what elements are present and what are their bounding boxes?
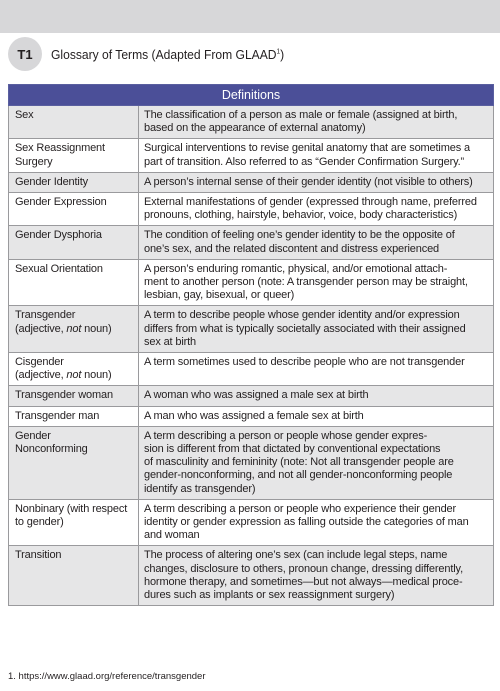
- definition-line: The classification of a person as male or female (assigned at birth,: [144, 109, 458, 121]
- term-cell: [9, 193, 139, 226]
- definition-line: A person’s internal sense of their gender identity (not visible to others): [144, 175, 473, 188]
- term-line: Cisgender: [15, 356, 64, 369]
- definition-line: A term describing a person or people whose gender expres-: [144, 429, 428, 442]
- table-row: [9, 226, 494, 259]
- term-line: Transition: [15, 549, 62, 562]
- table-title-text: Glossary of Terms (Adapted From GLAAD: [51, 46, 277, 62]
- definition-line: part of transition. Also referred to as “Gender Confirmation Surgery.”: [144, 155, 465, 168]
- term-line: Sex: [15, 109, 34, 121]
- term-line: Sex Reassignment: [15, 142, 105, 155]
- glossary-table: [8, 84, 494, 606]
- term-cell: [9, 139, 139, 172]
- definition-line: A person’s enduring romantic, physical, and/or emotional attach-: [144, 262, 448, 275]
- definition-line: identify as transgender): [144, 482, 256, 495]
- term-note: [15, 369, 133, 382]
- term-note-suffix: noun): [81, 322, 112, 335]
- term-note-prefix: (adjective,: [15, 322, 67, 335]
- table-number-badge: T1: [8, 37, 42, 71]
- definition-cell: [139, 172, 494, 192]
- table-title-close: ): [280, 46, 285, 62]
- definition-line: A woman who was assigned a male sex at birth: [144, 389, 369, 402]
- table-row: [9, 426, 494, 499]
- definition-line: A term sometimes used to describe people who are not transgender: [144, 356, 465, 369]
- table-row: [9, 353, 494, 386]
- definition-cell: [139, 426, 494, 499]
- term-line: Transgender: [15, 309, 76, 322]
- definition-line: ment to another person (note: A transgender person may be straight,: [144, 276, 468, 289]
- definition-cell: [139, 139, 494, 172]
- definitions-header: Definitions: [9, 85, 494, 106]
- term-note-suffix: noun): [81, 369, 112, 382]
- table-title: [51, 47, 284, 62]
- table-row: [9, 193, 494, 226]
- definition-line: of masculinity and femininity (note: Not all transgender people are: [144, 456, 454, 469]
- definition-line: and woman: [144, 529, 200, 542]
- title-footnote-marker: 1: [276, 48, 281, 56]
- term-cell: [9, 259, 139, 306]
- definition-line: identity or gender expression as falling outside the categories of man: [144, 516, 469, 529]
- table-row: [9, 259, 494, 306]
- term-line: Sexual Orientation: [15, 262, 103, 275]
- definition-line: The process of altering one’s sex (can include legal steps, name: [144, 549, 448, 562]
- term-line: Surgery: [15, 155, 53, 168]
- definition-line: A term to describe people whose gender identity and/or expression: [144, 309, 460, 322]
- definition-line: lesbian, gay, bisexual, or queer): [144, 289, 295, 302]
- term-line: Gender Identity: [15, 175, 88, 188]
- definition-line: gender-nonconforming, and not all gender-nonconforming people: [144, 469, 453, 482]
- definition-cell: [139, 106, 494, 139]
- term-note-italic: not: [66, 369, 82, 382]
- term-line: Nonbinary (with respect: [15, 502, 128, 515]
- term-line: Gender Dysphoria: [15, 229, 102, 242]
- term-note-prefix: (adjective,: [15, 369, 67, 382]
- term-line: Transgender man: [15, 409, 100, 422]
- definition-line: External manifestations of gender (expressed through name, preferred: [144, 196, 477, 209]
- definition-cell: [139, 306, 494, 353]
- definition-cell: [139, 226, 494, 259]
- definition-line: A man who was assigned a female sex at birth: [144, 409, 364, 422]
- table-row: [9, 546, 494, 606]
- definition-line: sex at birth: [144, 335, 197, 348]
- glossary-body: [9, 106, 494, 606]
- definition-line: The condition of feeling one’s gender identity to be the opposite of: [144, 229, 455, 242]
- definition-cell: [139, 259, 494, 306]
- definition-line: pronouns, clothing, hairstyle, behavior, voice, body characteristics): [144, 209, 458, 222]
- footnote: 1. https://www.glaad.org/reference/transgender: [8, 671, 206, 682]
- table-row: [9, 172, 494, 192]
- table-row: [9, 499, 494, 546]
- top-band: [0, 0, 500, 33]
- definition-line: dures such as implants or sex reassignment surgery): [144, 589, 395, 602]
- table-row: [9, 386, 494, 406]
- definition-cell: [139, 353, 494, 386]
- term-cell: [9, 226, 139, 259]
- definition-line: sion is different from that dictated by conventional expectations: [144, 443, 441, 456]
- term-line: Nonconforming: [15, 443, 88, 456]
- definition-cell: [139, 193, 494, 226]
- table-header-row: [9, 85, 494, 106]
- definition-line: A term describing a person or people who experience their gender: [144, 502, 457, 515]
- term-line: to gender): [15, 516, 64, 529]
- term-cell: [9, 306, 139, 353]
- term-cell: [9, 353, 139, 386]
- term-cell: [9, 499, 139, 546]
- table-row: [9, 406, 494, 426]
- term-cell: [9, 426, 139, 499]
- term-cell: [9, 172, 139, 192]
- definition-line: differs from what is typically societally associated with their assigned: [144, 322, 466, 335]
- definition-cell: [139, 499, 494, 546]
- term-note-italic: not: [66, 322, 82, 335]
- definition-cell: [139, 406, 494, 426]
- table-row: [9, 106, 494, 139]
- term-line: Gender Expression: [15, 196, 107, 209]
- definition-cell: [139, 546, 494, 606]
- definition-line: hormone therapy, and sometimes—but not always—medical proce-: [144, 575, 463, 588]
- table-title-row: [8, 34, 302, 74]
- term-cell: [9, 406, 139, 426]
- term-cell: [9, 106, 139, 139]
- definition-line: one’s sex, and the related discontent and distress experienced: [144, 242, 440, 255]
- definition-line: Surgical interventions to revise genital anatomy that are sometimes a: [144, 142, 470, 155]
- table-row: [9, 306, 494, 353]
- term-line: Transgender woman: [15, 389, 113, 402]
- table-row: [9, 139, 494, 172]
- term-note: [15, 323, 133, 336]
- definition-line: based on the appearance of external anatomy): [144, 122, 366, 135]
- term-cell: [9, 546, 139, 606]
- term-line: Gender: [15, 429, 51, 442]
- term-cell: [9, 386, 139, 406]
- definition-cell: [139, 386, 494, 406]
- definition-line: changes, disclosure to others, pronoun change, dressing differently,: [144, 562, 463, 575]
